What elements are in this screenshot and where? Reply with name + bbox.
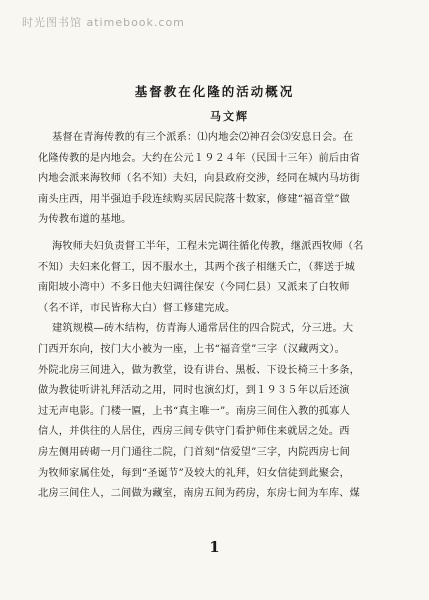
text-line: 为传教布道的基地。	[38, 214, 132, 226]
paragraph-1	[38, 128, 393, 231]
paragraph-3	[38, 319, 393, 504]
text-line: 做为教徒听讲礼拜活动之用，同时也演幻灯，到１９３５年以后还演	[38, 385, 350, 397]
text-line: 海牧师夫妇负责督工半年，工程未完调往循化传教，继派西牧师（名	[52, 240, 364, 252]
document-body	[38, 128, 393, 505]
watermark: 时光图书馆 atimebook.com	[22, 16, 185, 29]
document-author: 马文辉	[210, 110, 249, 123]
text-line: 内地会派来海牧师（名不知）夫妇，向县政府交涉，经同在城内马坊街	[38, 173, 361, 185]
page-number: 1	[209, 538, 220, 556]
text-line: 为牧师家属住处，每到“圣诞节”及较大的礼拜，妇女信徒到此聚会，	[38, 467, 351, 479]
text-line: 信人，并供往的人居住，西房三间专供守门看护师住来就居之处。西	[38, 426, 350, 438]
text-line: 门西开东向，按门大小被为一座，上书“福音堂”三字（汉藏两文）。	[38, 343, 345, 355]
text-line: 北房三间住人，二间做为藏室，南房五间为药房，东房七间为车库、煤	[38, 488, 361, 500]
text-line: 建筑规模—砖木结构，仿青海人通常居住的四合院式，分三进。大	[52, 323, 354, 335]
text-line: 基督在青海传教的有三个派系：⑴内地会⑵神召会⑶安息日会。在	[52, 132, 354, 143]
document-title: 基督教在化隆的活动概况	[134, 84, 295, 99]
text-line: 过无声电影。门楼一匾，上书“真主唯一”。南房三间住入教的孤寡人	[38, 405, 351, 417]
text-line: 南阳坡小湾中）不多日他夫妇调往保安（今同仁县）又派来了白牧师	[38, 282, 350, 294]
text-line: 南头庄西，用半强迫手段连续购买居民院落十数家，修建“福音堂”做	[38, 193, 351, 205]
text-line: 房左侧用砖砌一月门通往二院，门首刻“信爱望”三字，内院西房七间	[38, 446, 351, 458]
text-line: 化隆传教的是内地会。大约在公元１９２４年（民国十三年）前后由省	[38, 152, 361, 164]
text-line: 不知）夫妇来化督工，因不服水土，其两个孩子相继夭亡，（葬送于城	[38, 261, 355, 273]
text-line: （名不详，市民皆称大白）督工修建完成。	[38, 302, 236, 314]
text-line: 外院北房三间进入，做为教堂，设有讲台、黑板、下设长椅三十多条，	[38, 364, 361, 376]
paragraph-2	[38, 237, 393, 319]
